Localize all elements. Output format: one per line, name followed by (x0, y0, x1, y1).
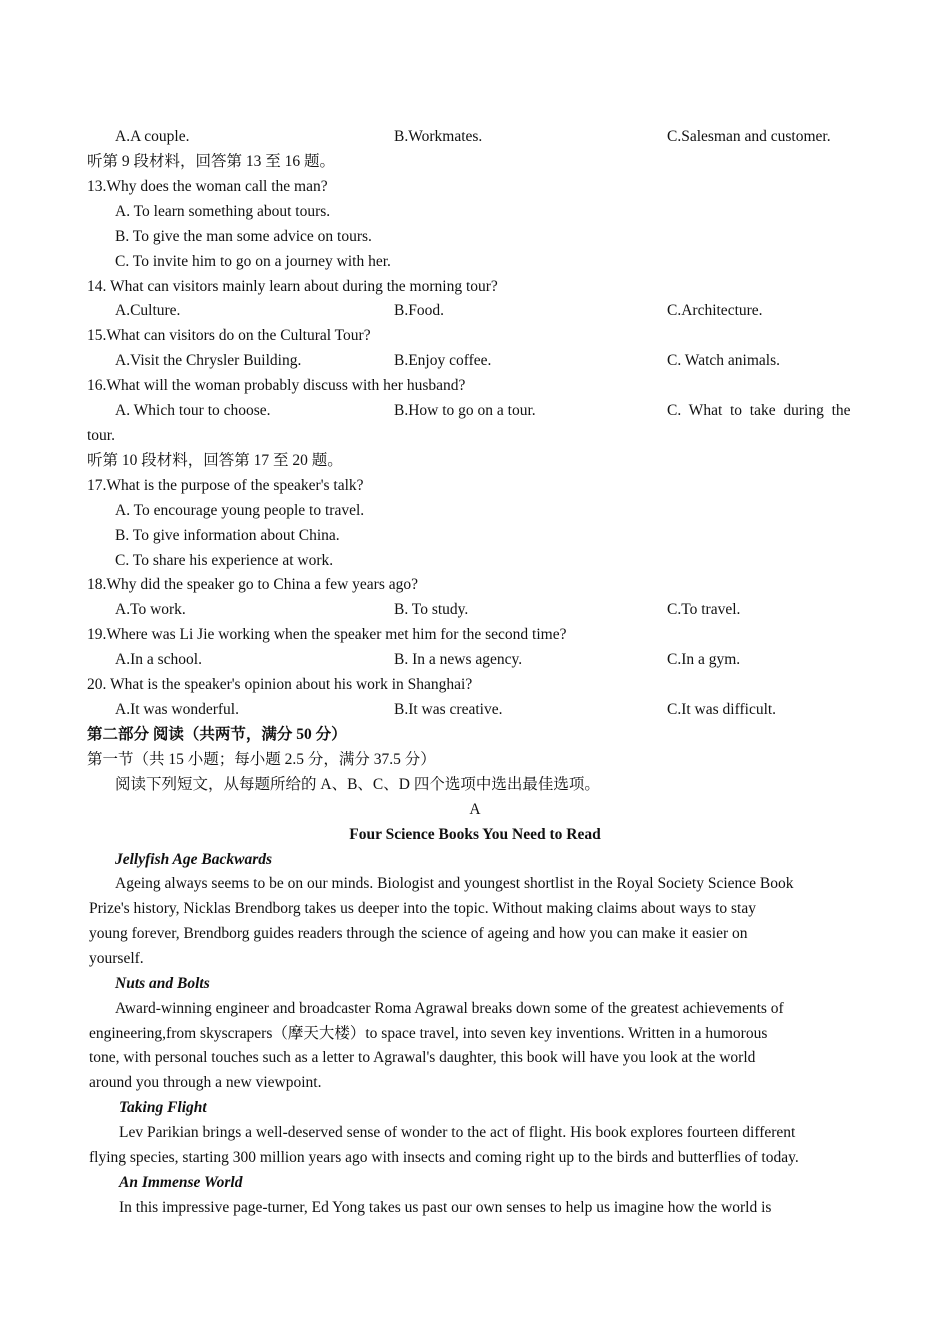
book-paragraph-line: Prize's history, Nicklas Brendborg takes us deeper into the topic. Without making claims about ways to stay (89, 900, 756, 917)
section10-intro: 听第 10 段材料，回答第 17 至 20 题。 (87, 452, 343, 469)
book-title: Taking Flight (119, 1099, 207, 1116)
q13-option-b: B. To give the man some advice on tours. (115, 228, 372, 245)
q14-option-b: B.Food. (394, 302, 444, 319)
q20-option-b: B.It was creative. (394, 701, 503, 718)
book-paragraph-line: Ageing always seems to be on our minds. Biologist and youngest shortlist in the Royal Society Science Book (115, 875, 794, 892)
q14-option-c: C.Architecture. (667, 302, 763, 319)
q18-option-c: C.To travel. (667, 601, 741, 618)
q13-stem: 13.Why does the woman call the man? (87, 178, 328, 195)
book-paragraph-line: young forever, Brendborg guides readers through the science of ageing and how you can make it easier on (89, 925, 748, 942)
book-paragraph-line: engineering,from skyscrapers（摩天大楼）to space travel, into seven key inventions. Written in a humorous (89, 1025, 768, 1042)
book-paragraph-line: around you through a new viewpoint. (89, 1074, 322, 1091)
book-title: An Immense World (119, 1174, 243, 1191)
q17-option-b: B. To give information about China. (115, 527, 340, 544)
q18-option-b: B. To study. (394, 601, 469, 618)
part2-heading: 第二部分 阅读（共两节，满分 50 分） (87, 726, 347, 743)
q15-stem: 15.What can visitors do on the Cultural Tour? (87, 327, 371, 344)
q20-option-a: A.It was wonderful. (115, 701, 239, 718)
q19-option-c: C.In a gym. (667, 651, 741, 668)
q15-option-c: C. Watch animals. (667, 352, 780, 369)
q16-option-c-continued: tour. (87, 427, 115, 444)
q18-stem: 18.Why did the speaker go to China a few years ago? (87, 576, 418, 593)
q15-option-b: B.Enjoy coffee. (394, 352, 492, 369)
q12-option-b: B.Workmates. (394, 128, 483, 145)
q15-option-a: A.Visit the Chrysler Building. (115, 352, 302, 369)
book-paragraph-line: yourself. (89, 950, 144, 967)
q19-stem: 19.Where was Li Jie working when the speaker met him for the second time? (87, 626, 567, 643)
passage-letter: A (469, 801, 481, 818)
q13-option-a: A. To learn something about tours. (115, 203, 331, 220)
book-paragraph-line: tone, with personal touches such as a letter to Agrawal's daughter, this book will have you look at the world (89, 1049, 756, 1066)
book-title: Nuts and Bolts (115, 975, 210, 992)
q16-stem: 16.What will the woman probably discuss with her husband? (87, 377, 466, 394)
book-paragraph-line: flying species, starting 300 million years ago with insects and coming right up to the birds and butterflies of today. (89, 1149, 799, 1166)
book-paragraph-line: In this impressive page-turner, Ed Yong takes us past our own senses to help us imagine how the world is (119, 1199, 772, 1216)
q17-stem: 17.What is the purpose of the speaker's talk? (87, 477, 364, 494)
book-title: Jellyfish Age Backwards (115, 851, 273, 868)
q14-stem: 14. What can visitors mainly learn about during the morning tour? (87, 278, 498, 295)
q20-option-c: C.It was difficult. (667, 701, 777, 718)
q17-option-c: C. To share his experience at work. (115, 552, 334, 569)
book-paragraph-line: Award-winning engineer and broadcaster Roma Agrawal breaks down some of the greatest achievements of (115, 1000, 784, 1017)
q19-option-b: B. In a news agency. (394, 651, 523, 668)
q18-option-a: A.To work. (115, 601, 186, 618)
reading-instructions: 阅读下列短文，从每题所给的 A、B、C、D 四个选项中选出最佳选项。 (115, 776, 600, 793)
q16-option-a: A. Which tour to choose. (115, 402, 271, 419)
q12-option-c: C.Salesman and customer. (667, 128, 831, 145)
q17-option-a: A. To encourage young people to travel. (115, 502, 365, 519)
q14-option-a: A.Culture. (115, 302, 181, 319)
q20-stem: 20. What is the speaker's opinion about his work in Shanghai? (87, 676, 473, 693)
section1-heading: 第一节（共 15 小题；每小题 2.5 分，满分 37.5 分） (87, 751, 436, 768)
q12-option-a: A.A couple. (115, 128, 190, 145)
q16-option-c: C. What to take during the (667, 402, 851, 419)
q16-option-b: B.How to go on a tour. (394, 402, 536, 419)
q13-option-c: C. To invite him to go on a journey with her. (115, 253, 391, 270)
section9-intro: 听第 9 段材料，回答第 13 至 16 题。 (87, 153, 336, 170)
q19-option-a: A.In a school. (115, 651, 202, 668)
passage-title: Four Science Books You Need to Read (349, 826, 601, 843)
book-paragraph-line: Lev Parikian brings a well-deserved sense of wonder to the act of flight. His book explores fourteen different (119, 1124, 796, 1141)
